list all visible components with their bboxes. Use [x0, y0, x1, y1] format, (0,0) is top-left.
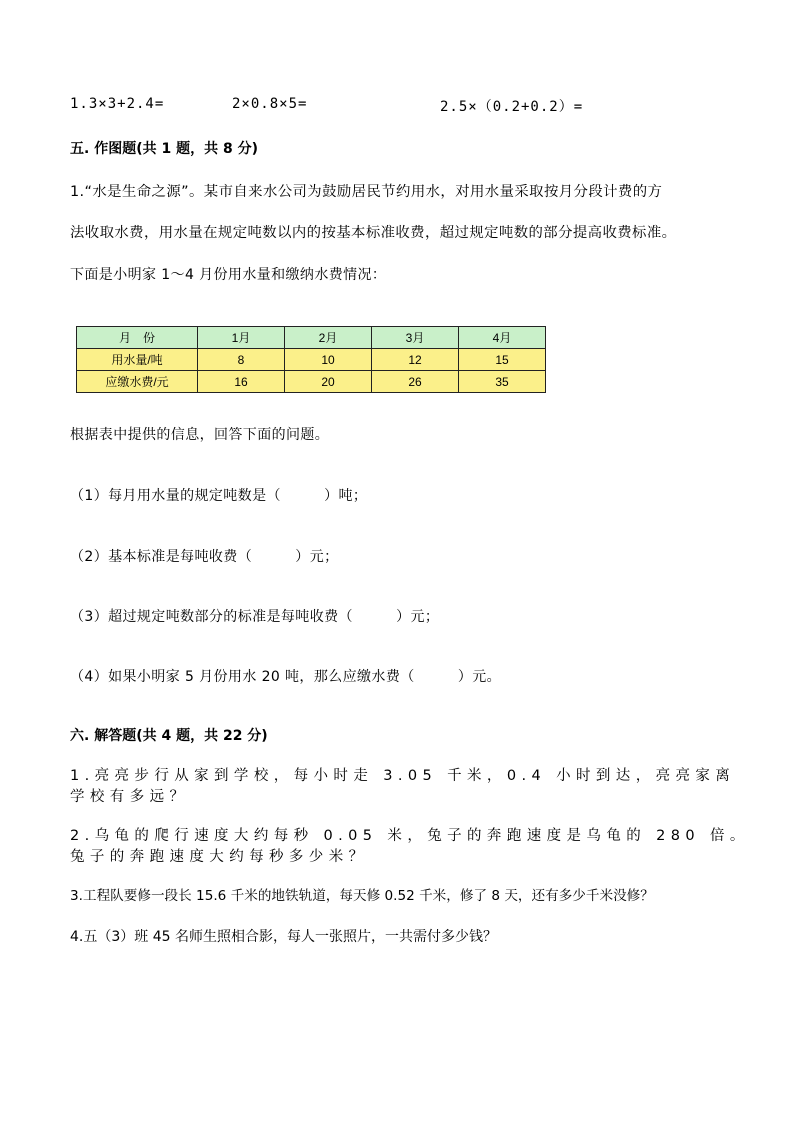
subquestion-1: （1）每月用水量的规定吨数是（ ）吨； — [70, 488, 368, 504]
table-row-water-fee — [77, 371, 546, 393]
calc-item-2: 2×0.8×5= — [232, 96, 308, 112]
section6-title: 六. 解答题(共 4 题，共 22 分) — [70, 728, 268, 744]
table-header-cell: 1月 — [198, 327, 285, 349]
table-cell: 16 — [198, 371, 285, 393]
subquestion-4: （4）如果小明家 5 月份用水 20 吨，那么应缴水费（ ）元。 — [70, 669, 502, 685]
table-cell: 15 — [459, 349, 546, 371]
calc-item-3: 2.5×（0.2+0.2）= — [440, 99, 584, 115]
table-cell: 35 — [459, 371, 546, 393]
table-header-cell: 2月 — [285, 327, 372, 349]
table-header-row — [77, 327, 546, 349]
table-header-cell: 月 份 — [77, 327, 198, 349]
section6-q4: 4.五（3）班 45 名师生照相合影，每人一张照片，一共需付多少钱？ — [70, 929, 497, 945]
water-usage-table — [76, 326, 546, 393]
section6-q2-line2: 兔子的奔跑速度大约每秒多少米？ — [70, 849, 369, 865]
section5-q1-line3: 下面是小明家 1～4 月份用水量和缴纳水费情况： — [70, 267, 387, 283]
section5-title: 五. 作图题(共 1 题，共 8 分) — [70, 141, 258, 157]
section6-q1-line2: 学校有多远？ — [70, 789, 190, 805]
table-header-cell: 3月 — [372, 327, 459, 349]
table-cell: 8 — [198, 349, 285, 371]
table-cell: 20 — [285, 371, 372, 393]
table-cell: 12 — [372, 349, 459, 371]
section6-q3: 3.工程队要修一段长 15.6 千米的地铁轨道，每天修 0.52 千米，修了 8 天，还有多少千米没修？ — [70, 888, 654, 904]
subquestion-3: （3）超过规定吨数部分的标准是每吨收费（ ）元； — [70, 609, 440, 625]
table-row-label: 应缴水费/元 — [77, 371, 198, 393]
section5-q1-line1: 1.“水是生命之源”。某市自来水公司为鼓励居民节约用水，对用水量采取按月分段计费的方 — [70, 184, 663, 200]
section5-intro: 根据表中提供的信息，回答下面的问题。 — [70, 427, 330, 443]
table-header-cell: 4月 — [459, 327, 546, 349]
section6-q2-line1: 2.乌龟的爬行速度大约每秒 0.05 米，兔子的奔跑速度是乌龟的 280 倍。 — [70, 828, 750, 844]
calc-item-1: 1.3×3+2.4= — [70, 96, 165, 112]
table-row-water-usage — [77, 349, 546, 371]
table-cell: 26 — [372, 371, 459, 393]
section5-q1-line2: 法收取水费，用水量在规定吨数以内的按基本标准收费，超过规定吨数的部分提高收费标准。 — [70, 225, 677, 241]
table-row-label: 用水量/吨 — [77, 349, 198, 371]
table-cell: 10 — [285, 349, 372, 371]
subquestion-2: （2）基本标准是每吨收费（ ）元； — [70, 549, 339, 565]
section6-q1-line1: 1.亮亮步行从家到学校，每小时走 3.05 千米，0.4 小时到达，亮亮家离 — [70, 768, 736, 784]
